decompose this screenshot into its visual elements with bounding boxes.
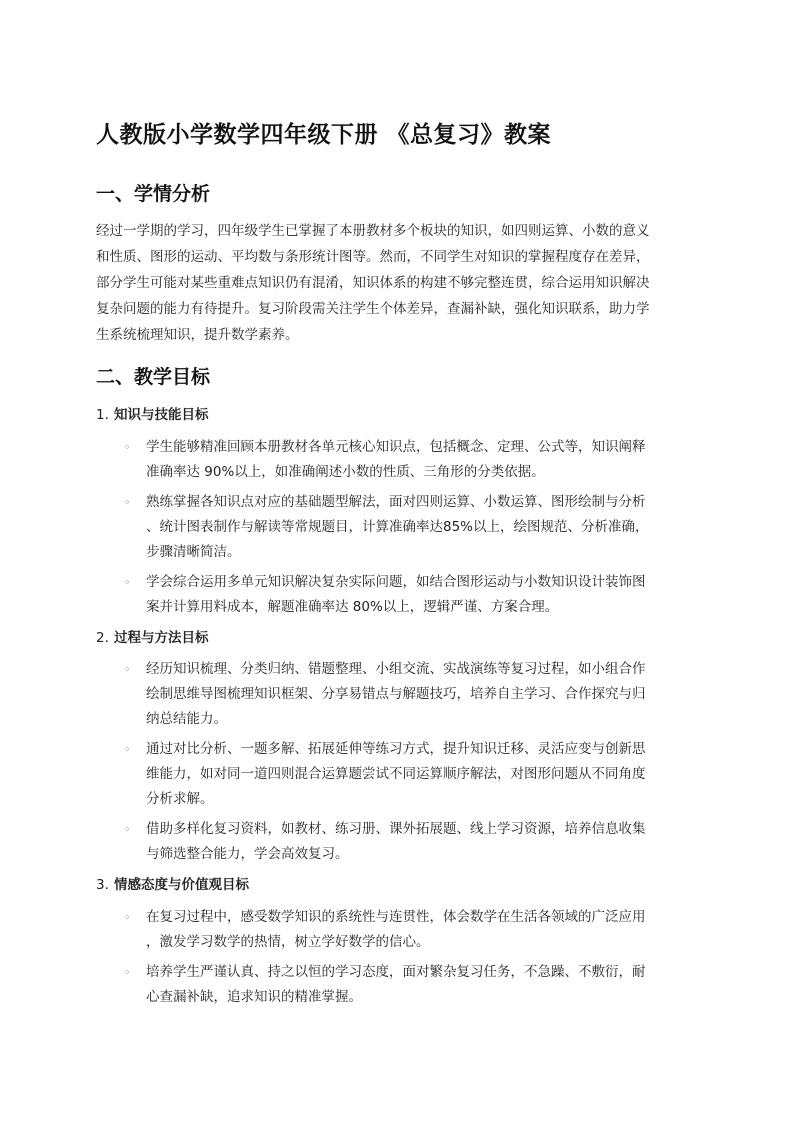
bullet-line: 绘制思维导图梳理知识框架、分享易错点与解题技巧，培养自主学习、合作探究与归 [146, 686, 646, 702]
bullet-line: 通过对比分析、一题多解、拓展延伸等练习方式，提升知识迁移、灵活应变与创新思 [146, 741, 646, 757]
bullet-line: 分析求解。 [146, 791, 214, 807]
paragraph-line: 部分学生可能对某些重难点知识仍有混淆，知识体系的构建不够完整连贯，综合运用知识解决 [96, 275, 650, 291]
bullet-line: 在复习过程中，感受数学知识的系统性与连贯性，体会数学在生活各领域的广泛应用 [146, 909, 646, 925]
bullet-icon: ◦ [124, 743, 131, 756]
goal-item-attitude [96, 875, 249, 895]
analysis-paragraph [96, 218, 700, 348]
item-number: 3. [96, 877, 109, 893]
item-number: 2. [96, 630, 109, 646]
document-title: 人教版小学数学四年级下册 《总复习》教案 [96, 122, 552, 148]
goal-item-knowledge [96, 405, 209, 425]
list-item [124, 657, 700, 732]
bullet-line: 心查漏补缺，追求知识的精准掌握。 [146, 989, 362, 1005]
bullet-line: 维能力，如对同一道四则混合运算题尝试不同运算顺序解法，对图形问题从不同角度 [146, 766, 646, 782]
section-heading-goals: 二、教学目标 [96, 366, 211, 388]
paragraph-line: 复杂问题的能力有待提升。复习阶段需关注学生个体差异，查漏补缺，强化知识联系，助力学 [96, 301, 650, 317]
list-item [124, 960, 700, 1010]
bullet-icon: ◦ [124, 576, 131, 589]
bullet-line: 、统计图表制作与解读等常规题目，计算准确率达85%以上，绘图规范、分析准确， [146, 519, 649, 535]
list-item [124, 435, 700, 485]
bullet-line: 与筛选整合能力，学会高效复习。 [146, 846, 349, 862]
list-item [124, 570, 700, 620]
bullet-icon: ◦ [124, 911, 131, 924]
bullet-line: 熟练掌握各知识点对应的基础题型解法，面对四则运算、小数运算、图形绘制与分析 [146, 494, 646, 510]
bullet-line: 培养学生严谨认真、持之以恒的学习态度，面对繁杂复习任务，不急躁、不敷衍，耐 [146, 964, 646, 980]
bullet-line: 学生能够精准回顾本册教材各单元核心知识点，包括概念、定理、公式等，知识阐释 [146, 439, 646, 455]
item-label: 情感态度与价值观目标 [114, 877, 249, 893]
bullet-line: 纳总结能力。 [146, 711, 227, 727]
paragraph-line: 和性质、图形的运动、平均数与条形统计图等。然而，不同学生对知识的掌握程度存在差异， [96, 249, 650, 265]
list-item [124, 737, 700, 812]
bullet-icon: ◦ [124, 823, 131, 836]
bullet-line: ，激发学习数学的热情，树立学好数学的信心。 [146, 934, 430, 950]
goal-item-process [96, 628, 209, 648]
bullet-line: 借助多样化复习资料，如教材、练习册、课外拓展题、线上学习资源，培养信息收集 [146, 821, 646, 837]
bullet-icon: ◦ [124, 966, 131, 979]
paragraph-line: 生系统梳理知识，提升数学素养。 [96, 327, 299, 343]
bullet-icon: ◦ [124, 441, 131, 454]
paragraph-line: 经过一学期的学习，四年级学生已掌握了本册教材多个板块的知识，如四则运算、小数的意义 [96, 223, 650, 239]
bullet-line: 步骤清晰简洁。 [146, 544, 241, 560]
bullet-line: 学会综合运用多单元知识解决复杂实际问题，如结合图形运动与小数知识设计装饰图 [146, 574, 646, 590]
bullet-line: 案并计算用料成本，解题准确率达 80%以上，逻辑严谨、方案合理。 [146, 599, 559, 615]
bullet-line: 经历知识梳理、分类归纳、错题整理、小组交流、实战演练等复习过程，如小组合作 [146, 661, 646, 677]
bullet-icon: ◦ [124, 496, 131, 509]
list-item [124, 817, 700, 867]
bullet-icon: ◦ [124, 663, 131, 676]
list-item [124, 490, 700, 565]
item-number: 1. [96, 407, 109, 423]
bullet-line: 准确率达 90%以上，如准确阐述小数的性质、三角形的分类依据。 [146, 464, 545, 480]
list-item [124, 905, 700, 955]
item-label: 过程与方法目标 [114, 630, 209, 646]
item-label: 知识与技能目标 [114, 407, 209, 423]
section-heading-analysis: 一、学情分析 [96, 183, 211, 205]
